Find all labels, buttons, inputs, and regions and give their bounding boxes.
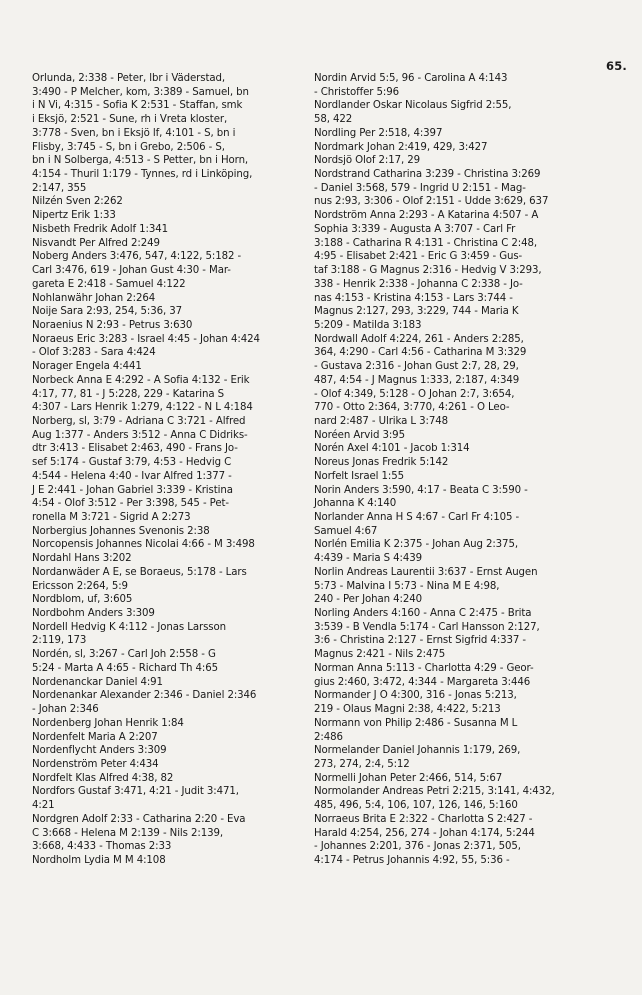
index-line: 2:119, 173 [32,635,87,647]
index-line: - Olof 3:283 - Sara 4:424 [32,347,156,359]
index-line: Nordlander Oskar Nicolaus Sigfrid 2:55, [314,100,512,112]
index-line: Norager Engela 4:441 [32,361,142,373]
index-line: 219 - Olaus Magni 2:38, 4:422, 5:213 [314,704,501,716]
index-line: Normander J O 4:300, 316 - Jonas 5:213, [314,690,517,702]
index-line: Norbergius Johannes Svenonis 2:38 [32,525,210,537]
index-line: Samuel 4:67 [314,525,378,537]
index-line: bn i N Solberga, 4:513 - S Petter, bn i Horn, [32,155,249,167]
index-line: 338 - Henrik 2:338 - Johanna C 2:338 - Jo- [314,278,523,290]
index-line: - Johannes 2:201, 376 - Jonas 2:371, 505, [314,841,521,853]
index-line: - Johan 2:346 [32,704,99,716]
left-index-column [32,72,315,868]
index-line: 364, 4:290 - Carl 4:56 - Catharina M 3:329 [314,347,527,359]
index-line: Normann von Philip 2:486 - Susanna M L [314,717,518,729]
index-line: 5:209 - Matilda 3:183 [314,319,422,331]
index-line: 58, 422 [314,114,353,126]
index-line: i Eksjö, 2:521 - Sune, rh i Vreta kloster, [32,114,228,126]
index-line: Norfelt Israel 1:55 [314,470,405,482]
index-line: - Olof 4:349, 5:128 - O Johan 2:7, 3:654, [314,388,515,400]
index-line: Nordenflycht Anders 3:309 [32,745,167,757]
index-line: 4:307 - Lars Henrik 1:279, 4:122 - N L 4:184 [32,402,253,414]
index-line: Noraenius N 2:93 - Petrus 3:630 [32,319,193,331]
index-line: 487, 4:54 - J Magnus 1:333, 2:187, 4:349 [314,374,520,386]
index-line: 485, 496, 5:4, 106, 107, 126, 146, 5:160 [314,800,518,812]
index-line: Nordfelt Klas Alfred 4:38, 82 [32,772,174,784]
index-line: Johanna K 4:140 [314,498,397,510]
index-line: 3:490 - P Melcher, kom, 3:389 - Samuel, bn [32,86,249,98]
index-line: Norlin Andreas Laurentii 3:637 - Ernst Augen [314,566,538,578]
index-line: 4:54 - Olof 3:512 - Per 3:398, 545 - Pet- [32,498,229,510]
index-line: Nordgren Adolf 2:33 - Catharina 2:20 - Eva [32,813,246,825]
index-line: 5:24 - Marta A 4:65 - Richard Th 4:65 [32,662,218,674]
index-line: taf 3:188 - G Magnus 2:316 - Hedvig V 3:293, [314,265,542,277]
index-line: Noberg Anders 3:476, 547, 4:122, 5:182 - [32,251,242,263]
index-line: Nordblom, uf, 3:605 [32,594,133,606]
index-line: Nordling Per 2:518, 4:397 [314,127,443,139]
index-line: - Gustava 2:316 - Johan Gust 2:7, 28, 29, [314,361,519,373]
index-line: Norman Anna 5:113 - Charlotta 4:29 - Geor- [314,662,534,674]
index-line: 4:439 - Maria S 4:439 [314,553,423,565]
index-line: 4:154 - Thuril 1:179 - Tynnes, rd i Linköping, [32,169,253,181]
index-line: ronella M 3:721 - Sigrid A 2:273 [32,512,191,523]
index-line: Nordenström Peter 4:434 [32,758,159,770]
index-line: i N Vi, 4:315 - Sofia K 2:531 - Staffan, smk [32,100,243,112]
page-number: 65. [606,59,627,73]
index-line: gius 2:460, 3:472, 4:344 - Margareta 3:446 [314,676,531,688]
index-line: C 3:668 - Helena M 2:139 - Nils 2:139, [32,827,223,839]
index-line: Carl 3:476, 619 - Johan Gust 4:30 - Mar- [32,265,231,277]
index-line: Norén Axel 4:101 - Jacob 1:314 [314,443,470,455]
index-line: 5:73 - Malvina I 5:73 - Nina M E 4:98, [314,580,500,592]
index-line: Nordenfelt Maria A 2:207 [32,731,158,743]
index-line: Orlunda, 2:338 - Peter, lbr i Väderstad, [32,73,226,84]
index-line: - Daniel 3:568, 579 - Ingrid U 2:151 - Mag- [314,182,526,194]
index-line: Nordenankar Alexander 2:346 - Daniel 2:346 [32,690,257,702]
index-line: Norcopensis Johannes Nicolai 4:66 - M 3:498 [32,539,255,551]
index-line: 4:17, 77, 81 - J 5:228, 229 - Katarina S [32,388,224,400]
index-line: Ericsson 2:264, 5:9 [32,580,128,592]
index-line: Nordahl Hans 3:202 [32,553,132,565]
index-line: 3:778 - Sven, bn i Eksjö lf, 4:101 - S, bn i [32,127,236,139]
index-line: Harald 4:254, 256, 274 - Johan 4:174, 5:244 [314,827,535,839]
index-line: 2:486 [314,731,343,743]
index-line: Magnus 2:127, 293, 3:229, 744 - Maria K [314,306,519,318]
index-line: Noraeus Eric 3:283 - Israel 4:45 - Johan 4:424 [32,333,260,345]
index-line: 3:6 - Christina 2:127 - Ernst Sigfrid 4:337 - [314,635,527,647]
index-line: J E 2:441 - Johan Gabriel 3:339 - Kristina [32,484,233,496]
index-line: 3:188 - Catharina R 4:131 - Christina C 2:48, [314,237,537,249]
index-line: nas 4:153 - Kristina 4:153 - Lars 3:744 - [314,292,513,304]
index-line: Nordsjö Olof 2:17, 29 [314,155,421,167]
index-line: Norlén Emilia K 2:375 - Johan Aug 2:375, [314,539,518,551]
index-line: Nordfors Gustaf 3:471, 4:21 - Judit 3:471, [32,786,239,798]
index-line: Nordstrand Catharina 3:239 - Christina 3:269 [314,169,541,181]
index-line: Norberg, sl, 3:79 - Adriana C 3:721 - Alfred [32,415,246,427]
index-line: 4:544 - Helena 4:40 - Ivar Alfred 1:377 - [32,470,232,482]
index-line: 4:174 - Petrus Johannis 4:92, 55, 5:36 - [314,854,510,866]
index-line: sef 5:174 - Gustaf 3:79, 4:53 - Hedvig C [32,457,232,469]
index-line: Norlander Anna H S 4:67 - Carl Fr 4:105 - [314,512,520,523]
index-line: 273, 274, 2:4, 5:12 [314,758,410,770]
index-line: 2:147, 355 [32,182,87,194]
index-line: Norling Anders 4:160 - Anna C 2:475 - Brita [314,608,532,620]
index-line: gareta E 2:418 - Samuel 4:122 [32,278,186,290]
index-line: Nordin Arvid 5:5, 96 - Carolina A 4:143 [314,73,508,84]
index-line: Noreus Jonas Fredrik 5:142 [314,457,449,469]
index-line: dtr 3:413 - Elisabet 2:463, 490 - Frans Jo- [32,443,238,455]
index-line: Sophia 3:339 - Augusta A 3:707 - Carl Fr [314,223,516,235]
index-line: Nordenberg Johan Henrik 1:84 [32,717,184,729]
index-line: Nordell Hedvig K 4:112 - Jonas Larsson [32,621,226,633]
index-line: Nisvandt Per Alfred 2:249 [32,237,160,249]
index-line: Normelander Daniel Johannis 1:179, 269, [314,745,521,757]
index-line: Nordenanckar Daniel 4:91 [32,676,163,688]
index-line: 240 - Per Johan 4:240 [314,594,422,606]
index-line: Noréen Arvid 3:95 [314,429,405,441]
index-line: Normelli Johan Peter 2:466, 514, 5:67 [314,772,503,784]
index-line: Nordwall Adolf 4:224, 261 - Anders 2:285, [314,333,524,345]
index-line: Nordmark Johan 2:419, 429, 3:427 [314,141,488,153]
index-line: Norbeck Anna E 4:292 - A Sofia 4:132 - Erik [32,374,250,386]
index-line: Nordholm Lydia M M 4:108 [32,854,166,866]
index-line: 3:539 - B Vendla 5:174 - Carl Hansson 2:127, [314,621,540,633]
index-line: Nisbeth Fredrik Adolf 1:341 [32,223,168,235]
index-line: nus 2:93, 3:306 - Olof 2:151 - Udde 3:629, 637 [314,196,549,208]
index-line: 4:95 - Elisabet 2:421 - Eric G 3:459 - Gus- [314,251,523,263]
index-line: Nipertz Erik 1:33 [32,210,116,222]
index-line: Flisby, 3:745 - S, bn i Grebo, 2:506 - S, [32,141,225,153]
index-line: Norin Anders 3:590, 4:17 - Beata C 3:590 - [314,484,528,496]
index-line: nard 2:487 - Ulrika L 3:748 [314,415,449,427]
index-line: Normolander Andreas Petri 2:215, 3:141, 4:432, [314,786,555,798]
index-line: Magnus 2:421 - Nils 2:475 [314,649,446,661]
index-line: Aug 1:377 - Anders 3:512 - Anna C Didriks- [32,429,248,441]
index-line: Norraeus Brita E 2:322 - Charlotta S 2:427 - [314,813,533,825]
index-line: Nohlanwähr Johan 2:264 [32,292,156,304]
index-line: Nilzén Sven 2:262 [32,196,123,208]
index-line: 4:21 [32,800,55,812]
index-line: 3:668, 4:433 - Thomas 2:33 [32,841,172,853]
index-line: 770 - Otto 2:364, 3:770, 4:261 - O Leo- [314,402,510,414]
index-line: Nordbohm Anders 3:309 [32,608,155,620]
index-line: Nordén, sl, 3:267 - Carl Joh 2:558 - G [32,649,216,661]
index-line: - Christoffer 5:96 [314,86,399,98]
index-line: Noije Sara 2:93, 254, 5:36, 37 [32,306,182,318]
index-line: Nordanwäder A E, se Boraeus, 5:178 - Lars [32,566,247,578]
index-line: Nordström Anna 2:293 - A Katarina 4:507 - A [314,210,539,222]
right-index-column [314,72,614,868]
